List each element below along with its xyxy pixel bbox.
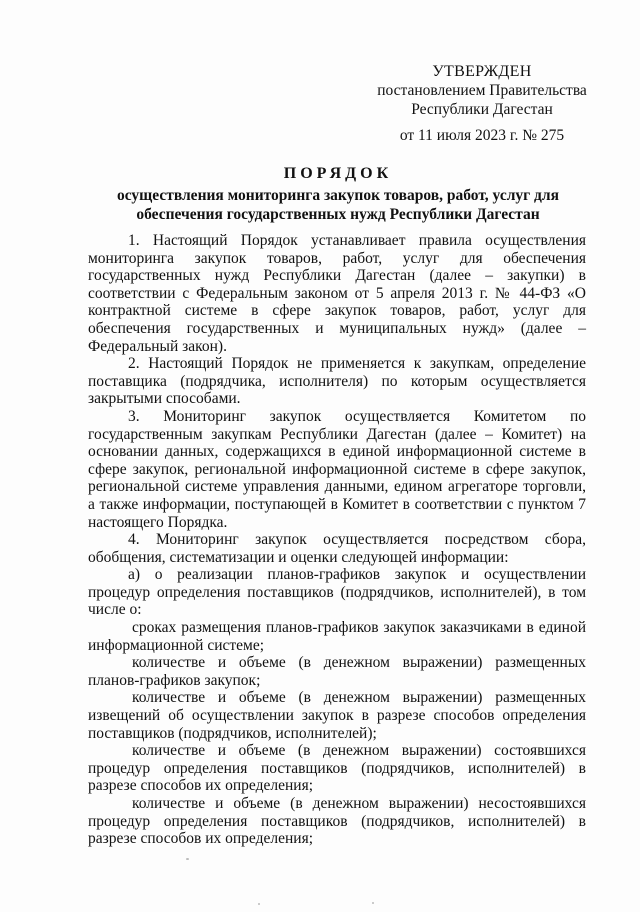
scan-artifact xyxy=(186,858,189,860)
approval-date: от 11 июля 2023 г. № 275 xyxy=(399,127,565,144)
list-item-notices: количестве и объеме (в денежном выражении) размещенных извещений об осуществлении закупок в разрезе способов определения поставщиков (подрядчиков, исполнителей); xyxy=(88,689,586,742)
list-item-completed-procedures: количестве и объеме (в денежном выражении) состоявшихся процедур определения поставщиков (подрядчиков, исполнителей) в разрезе способов их определения; xyxy=(88,742,586,795)
approval-stamp xyxy=(372,62,592,145)
approval-heading: УТВЕРЖДЕН xyxy=(432,63,532,80)
approval-line-1: постановлением Правительства xyxy=(377,82,587,99)
paragraph-2: 2. Настоящий Порядок не применяется к закупкам, определение поставщика (подрядчика, исполнителя) по которым осуществляется закрытыми способами. xyxy=(88,355,586,408)
document-title: ПОРЯДОК xyxy=(283,165,393,182)
list-item-failed-procedures: количестве и объеме (в денежном выражении) несостоявшихся процедур определения поставщиков (подрядчиков, исполнителей) в разрезе способов их определения; xyxy=(88,795,586,848)
scan-artifact xyxy=(372,902,374,904)
approval-line-2: Республики Дагестан xyxy=(411,101,553,118)
document-body xyxy=(88,232,586,848)
paragraph-4: 4. Мониторинг закупок осуществляется посредством сбора, обобщения, систематизации и оценки следующей информации: xyxy=(88,531,586,566)
document-title-block xyxy=(88,164,588,224)
paragraph-4a: а) о реализации планов-графиков закупок и осуществлении процедур определения поставщиков (подрядчиков, исполнителей), в том числе о: xyxy=(88,566,586,619)
paragraph-3: 3. Мониторинг закупок осуществляется Комитетом по государственным закупкам Республики Дагестан (далее – Комитет) на основании данных, содержащихся в единой информационной системе в сфере закупок, региональной информационной системе в сфере закупок, региональной системе управления данными, едином агрегаторе торговли, а также информации, поступающей в Комитет в соответствии с пунктом 7 настоящего Порядка. xyxy=(88,407,586,531)
scan-artifact xyxy=(258,903,260,905)
list-item-schedule-deadlines: сроках размещения планов-графиков закупок заказчиками в единой информационной системе; xyxy=(88,619,586,654)
document-subtitle: осуществления мониторинга закупок товаров, работ, услуг для обеспечения государственных нужд Республики Дагестан xyxy=(117,187,559,223)
list-item-schedule-volume: количестве и объеме (в денежном выражении) размещенных планов-графиков закупок; xyxy=(88,654,586,689)
paragraph-1: 1. Настоящий Порядок устанавливает правила осуществления мониторинга закупок товаров, работ, услуг для обеспечения государственных нужд Республики Дагестан (далее – закупки) в соответствии с Федеральным законом от 5 апреля 2013 г. № 44-ФЗ «О контрактной системе в сфере закупок товаров, работ, услуг для обеспечения государственных и муниципальных нужд» (далее – Федеральный закон). xyxy=(88,232,586,355)
